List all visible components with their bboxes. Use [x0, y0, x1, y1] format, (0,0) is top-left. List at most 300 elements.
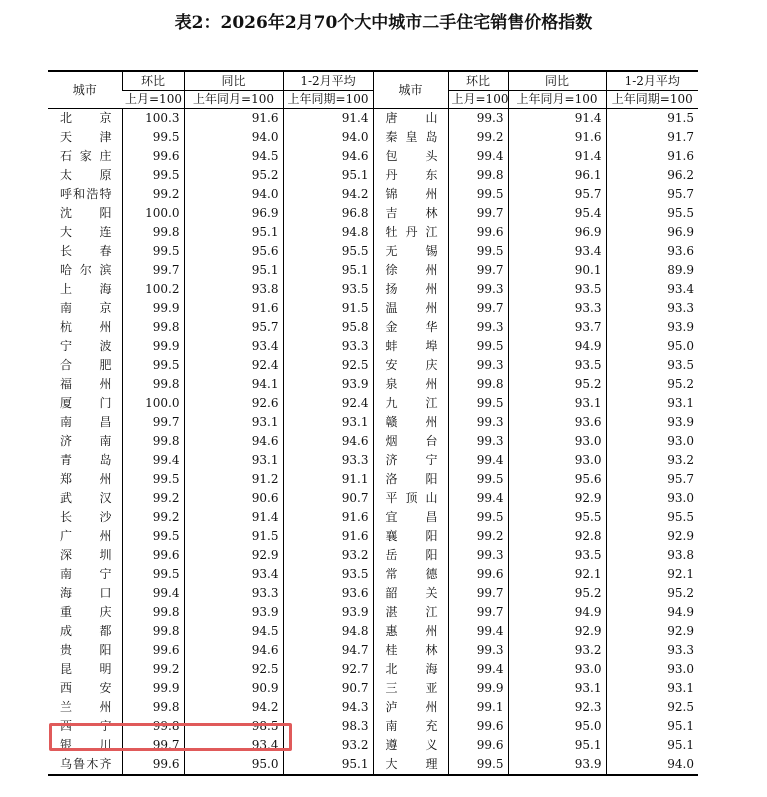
table-row [48, 660, 698, 679]
avg-left: 93.3 [283, 451, 373, 470]
city-right: 大理 [373, 755, 448, 775]
table-row [48, 565, 698, 584]
mom-left: 99.6 [122, 641, 184, 660]
city-header: 城市 [48, 71, 122, 109]
yoy-right: 92.9 [508, 622, 606, 641]
city-right: 金华 [373, 318, 448, 337]
city-left: 西安 [60, 681, 112, 695]
avg-header: 1-2月平均 [283, 71, 373, 91]
city-left: 太原 [60, 168, 112, 182]
table-row [48, 451, 698, 470]
yoy-left: 95.7 [184, 318, 283, 337]
mom-left: 99.8 [122, 223, 184, 242]
yoy-right: 96.9 [508, 223, 606, 242]
avg-right: 89.9 [606, 261, 698, 280]
avg-left: 93.9 [283, 603, 373, 622]
city-left: 海口 [60, 586, 112, 600]
yoy-right: 94.9 [508, 603, 606, 622]
table-row [48, 527, 698, 546]
mom-base-2: 上月=100 [448, 91, 508, 109]
yoy-base: 上年同月=100 [184, 91, 283, 109]
city-right: 遵义 [373, 736, 448, 755]
avg-left: 96.8 [283, 204, 373, 223]
mom-left: 99.5 [122, 166, 184, 185]
yoy-right: 95.6 [508, 470, 606, 489]
avg-right: 95.2 [606, 584, 698, 603]
city-left: 贵阳 [60, 643, 112, 657]
yoy-left: 91.4 [184, 508, 283, 527]
yoy-left: 95.2 [184, 166, 283, 185]
city-right: 无锡 [373, 242, 448, 261]
city-left: 南宁 [60, 567, 112, 581]
avg-right: 95.2 [606, 375, 698, 394]
avg-left: 94.3 [283, 698, 373, 717]
avg-left: 91.6 [283, 527, 373, 546]
table-row [48, 641, 698, 660]
avg-left: 95.5 [283, 242, 373, 261]
city-left: 北京 [60, 111, 112, 125]
yoy-right: 93.6 [508, 413, 606, 432]
mom-right: 99.3 [448, 432, 508, 451]
avg-right: 93.5 [606, 356, 698, 375]
avg-left: 95.8 [283, 318, 373, 337]
avg-right: 93.2 [606, 451, 698, 470]
avg-right: 93.3 [606, 641, 698, 660]
avg-right: 95.1 [606, 736, 698, 755]
mom-header-2: 环比 [448, 71, 508, 91]
avg-right: 93.3 [606, 299, 698, 318]
yoy-right: 95.7 [508, 185, 606, 204]
city-left: 深圳 [60, 548, 112, 562]
table-row [48, 394, 698, 413]
city-right: 烟台 [373, 432, 448, 451]
price-index-table [48, 70, 698, 776]
mom-left: 100.0 [122, 394, 184, 413]
mom-right: 99.7 [448, 584, 508, 603]
city-right: 九江 [373, 394, 448, 413]
mom-right: 99.7 [448, 261, 508, 280]
avg-right: 93.0 [606, 432, 698, 451]
mom-left: 99.8 [122, 698, 184, 717]
table-row [48, 755, 698, 775]
mom-left: 99.8 [122, 603, 184, 622]
yoy-left: 91.2 [184, 470, 283, 489]
city-right: 蚌埠 [373, 337, 448, 356]
avg-right: 93.9 [606, 318, 698, 337]
yoy-left: 92.9 [184, 546, 283, 565]
yoy-header: 同比 [184, 71, 283, 91]
yoy-right: 91.4 [508, 109, 606, 129]
avg-left: 98.3 [283, 717, 373, 736]
mom-left: 99.7 [122, 413, 184, 432]
mom-right: 99.4 [448, 660, 508, 679]
city-left: 长沙 [60, 510, 112, 524]
mom-left: 99.5 [122, 527, 184, 546]
yoy-left: 94.2 [184, 698, 283, 717]
city-right: 桂林 [373, 641, 448, 660]
yoy-header-2: 同比 [508, 71, 606, 91]
yoy-left: 93.4 [184, 736, 283, 755]
city-right: 济宁 [373, 451, 448, 470]
avg-right: 91.6 [606, 147, 698, 166]
table-row [48, 489, 698, 508]
yoy-left: 93.4 [184, 337, 283, 356]
avg-left: 94.6 [283, 432, 373, 451]
yoy-right: 92.1 [508, 565, 606, 584]
avg-left: 90.7 [283, 489, 373, 508]
city-left: 重庆 [60, 605, 112, 619]
yoy-left: 94.6 [184, 432, 283, 451]
city-left: 南京 [60, 301, 112, 315]
yoy-left: 93.4 [184, 565, 283, 584]
mom-left: 99.5 [122, 565, 184, 584]
table-row [48, 280, 698, 299]
city-right: 宜昌 [373, 508, 448, 527]
avg-left: 93.9 [283, 375, 373, 394]
table-row [48, 204, 698, 223]
table-row [48, 584, 698, 603]
avg-right: 92.1 [606, 565, 698, 584]
city-left: 昆明 [60, 662, 112, 676]
mom-left: 99.5 [122, 128, 184, 147]
city-left: 厦门 [60, 396, 112, 410]
city-left: 呼和浩特 [60, 187, 112, 201]
city-right: 韶关 [373, 584, 448, 603]
highlight-box [49, 723, 292, 751]
city-right: 湛江 [373, 603, 448, 622]
mom-left: 99.8 [122, 622, 184, 641]
city-left: 大连 [60, 225, 112, 239]
mom-base: 上月=100 [122, 91, 184, 109]
avg-left: 91.6 [283, 508, 373, 527]
avg-right: 93.4 [606, 280, 698, 299]
mom-left: 99.2 [122, 508, 184, 527]
mom-right: 99.3 [448, 109, 508, 129]
mom-left: 99.4 [122, 451, 184, 470]
city-left: 石家庄 [60, 149, 112, 163]
avg-right: 95.5 [606, 204, 698, 223]
mom-right: 99.3 [448, 641, 508, 660]
yoy-left: 95.1 [184, 223, 283, 242]
mom-left: 99.9 [122, 337, 184, 356]
mom-right: 99.8 [448, 375, 508, 394]
city-right: 北海 [373, 660, 448, 679]
city-right: 扬州 [373, 280, 448, 299]
yoy-left: 91.5 [184, 527, 283, 546]
city-right: 惠州 [373, 622, 448, 641]
yoy-right: 90.1 [508, 261, 606, 280]
table-body [48, 109, 698, 776]
avg-header-2: 1-2月平均 [606, 71, 698, 91]
city-left: 长春 [60, 244, 112, 258]
yoy-left: 94.6 [184, 641, 283, 660]
city-right: 平顶山 [373, 489, 448, 508]
avg-left: 95.1 [283, 261, 373, 280]
yoy-right: 93.1 [508, 394, 606, 413]
mom-right: 99.5 [448, 394, 508, 413]
mom-left: 99.2 [122, 660, 184, 679]
mom-right: 99.4 [448, 147, 508, 166]
mom-left: 99.5 [122, 470, 184, 489]
city-right: 三亚 [373, 679, 448, 698]
table-row [48, 508, 698, 527]
city-right: 吉林 [373, 204, 448, 223]
yoy-left: 94.1 [184, 375, 283, 394]
yoy-right: 95.2 [508, 584, 606, 603]
table-row [48, 337, 698, 356]
avg-right: 92.5 [606, 698, 698, 717]
city-left: 青岛 [60, 453, 112, 467]
avg-right: 96.2 [606, 166, 698, 185]
table-row [48, 318, 698, 337]
yoy-right: 95.1 [508, 736, 606, 755]
avg-left: 94.7 [283, 641, 373, 660]
mom-right: 99.3 [448, 356, 508, 375]
avg-left: 95.1 [283, 166, 373, 185]
avg-right: 94.0 [606, 755, 698, 775]
table-row [48, 698, 698, 717]
mom-left: 99.7 [122, 261, 184, 280]
city-left: 武汉 [60, 491, 112, 505]
mom-right: 99.7 [448, 299, 508, 318]
avg-right: 93.8 [606, 546, 698, 565]
yoy-right: 95.5 [508, 508, 606, 527]
city-right: 岳阳 [373, 546, 448, 565]
mom-left: 99.8 [122, 432, 184, 451]
avg-right: 93.1 [606, 679, 698, 698]
mom-left: 99.4 [122, 584, 184, 603]
avg-right: 95.5 [606, 508, 698, 527]
city-left: 上海 [60, 282, 112, 296]
yoy-right: 93.0 [508, 660, 606, 679]
yoy-left: 96.9 [184, 204, 283, 223]
mom-right: 99.1 [448, 698, 508, 717]
yoy-right: 93.1 [508, 679, 606, 698]
mom-right: 99.5 [448, 470, 508, 489]
mom-left: 100.3 [122, 109, 184, 129]
yoy-right: 93.0 [508, 432, 606, 451]
table-row [48, 432, 698, 451]
yoy-left: 92.5 [184, 660, 283, 679]
mom-left: 99.6 [122, 147, 184, 166]
avg-left: 94.2 [283, 185, 373, 204]
city-left: 广州 [60, 529, 112, 543]
city-right: 牡丹江 [373, 223, 448, 242]
yoy-right: 95.0 [508, 717, 606, 736]
mom-right: 99.3 [448, 413, 508, 432]
mom-left: 99.8 [122, 375, 184, 394]
mom-left: 99.7 [122, 736, 184, 755]
table-row [48, 147, 698, 166]
city-left: 合肥 [60, 358, 112, 372]
avg-right: 93.1 [606, 394, 698, 413]
mom-right: 99.4 [448, 451, 508, 470]
avg-left: 93.5 [283, 280, 373, 299]
yoy-right: 93.2 [508, 641, 606, 660]
yoy-left: 92.4 [184, 356, 283, 375]
yoy-right: 92.3 [508, 698, 606, 717]
city-right: 包头 [373, 147, 448, 166]
mom-left: 100.2 [122, 280, 184, 299]
avg-left: 91.4 [283, 109, 373, 129]
city-right: 洛阳 [373, 470, 448, 489]
yoy-right: 92.9 [508, 489, 606, 508]
city-right: 唐山 [373, 109, 448, 129]
city-left: 西宁 [60, 719, 112, 733]
avg-left: 93.1 [283, 413, 373, 432]
avg-right: 95.0 [606, 337, 698, 356]
mom-right: 99.6 [448, 223, 508, 242]
yoy-left: 95.6 [184, 242, 283, 261]
mom-right: 99.4 [448, 622, 508, 641]
city-left: 郑州 [60, 472, 112, 486]
city-right: 襄阳 [373, 527, 448, 546]
mom-right: 99.5 [448, 185, 508, 204]
mom-right: 99.5 [448, 508, 508, 527]
avg-left: 92.5 [283, 356, 373, 375]
mom-right: 99.7 [448, 204, 508, 223]
avg-right: 95.1 [606, 717, 698, 736]
yoy-right: 93.5 [508, 546, 606, 565]
yoy-right: 96.1 [508, 166, 606, 185]
page-title: 表2：2026年2月70个大中城市二手住宅销售价格指数 [174, 13, 593, 33]
mom-left: 99.9 [122, 679, 184, 698]
mom-left: 99.9 [122, 299, 184, 318]
mom-right: 99.8 [448, 166, 508, 185]
city-right: 赣州 [373, 413, 448, 432]
yoy-left: 91.6 [184, 109, 283, 129]
avg-left: 93.6 [283, 584, 373, 603]
mom-right: 99.3 [448, 318, 508, 337]
yoy-right: 95.2 [508, 375, 606, 394]
avg-right: 94.9 [606, 603, 698, 622]
table-row [48, 470, 698, 489]
yoy-right: 93.7 [508, 318, 606, 337]
mom-right: 99.3 [448, 280, 508, 299]
yoy-left: 93.8 [184, 280, 283, 299]
mom-right: 99.5 [448, 337, 508, 356]
avg-base: 上年同期=100 [283, 91, 373, 109]
city-right: 安庆 [373, 356, 448, 375]
table-row [48, 375, 698, 394]
city-left: 南昌 [60, 415, 112, 429]
yoy-right: 93.3 [508, 299, 606, 318]
avg-left: 92.4 [283, 394, 373, 413]
yoy-right: 92.8 [508, 527, 606, 546]
city-left: 福州 [60, 377, 112, 391]
table-row [48, 603, 698, 622]
avg-right: 93.9 [606, 413, 698, 432]
mom-left: 99.6 [122, 546, 184, 565]
avg-right: 91.7 [606, 128, 698, 147]
mom-right: 99.6 [448, 736, 508, 755]
mom-left: 99.2 [122, 489, 184, 508]
table-row [48, 679, 698, 698]
mom-right: 99.2 [448, 527, 508, 546]
table-row [48, 356, 698, 375]
table-row [48, 261, 698, 280]
table-row [48, 128, 698, 147]
avg-left: 90.7 [283, 679, 373, 698]
mom-right: 99.7 [448, 603, 508, 622]
table-row [48, 223, 698, 242]
table-row [48, 242, 698, 261]
mom-right: 99.6 [448, 717, 508, 736]
mom-right: 99.5 [448, 242, 508, 261]
mom-right: 99.4 [448, 489, 508, 508]
avg-base-2: 上年同期=100 [606, 91, 698, 109]
avg-left: 94.0 [283, 128, 373, 147]
city-right: 泉州 [373, 375, 448, 394]
avg-left: 91.5 [283, 299, 373, 318]
mom-right: 99.9 [448, 679, 508, 698]
avg-left: 93.2 [283, 546, 373, 565]
mom-left: 99.6 [122, 755, 184, 775]
yoy-right: 93.5 [508, 280, 606, 299]
yoy-left: 94.5 [184, 147, 283, 166]
mom-right: 99.2 [448, 128, 508, 147]
avg-left: 93.5 [283, 565, 373, 584]
avg-left: 94.6 [283, 147, 373, 166]
mom-left: 99.8 [122, 318, 184, 337]
avg-right: 93.0 [606, 489, 698, 508]
city-right: 泸州 [373, 698, 448, 717]
avg-left: 94.8 [283, 622, 373, 641]
avg-left: 93.2 [283, 736, 373, 755]
yoy-left: 93.9 [184, 603, 283, 622]
mom-right: 99.6 [448, 565, 508, 584]
yoy-left: 95.1 [184, 261, 283, 280]
table-row [48, 109, 698, 129]
yoy-left: 90.9 [184, 679, 283, 698]
mom-left: 100.0 [122, 204, 184, 223]
table-row [48, 166, 698, 185]
mom-left: 99.8 [122, 717, 184, 736]
avg-right: 95.7 [606, 470, 698, 489]
city-left: 乌鲁木齐 [48, 755, 122, 775]
yoy-right: 93.4 [508, 242, 606, 261]
city-left: 沈阳 [60, 206, 112, 220]
yoy-left: 91.6 [184, 299, 283, 318]
city-right: 丹东 [373, 166, 448, 185]
yoy-left: 94.5 [184, 622, 283, 641]
city-left: 成都 [60, 624, 112, 638]
city-left: 天津 [60, 130, 112, 144]
yoy-left: 95.0 [184, 755, 283, 775]
city-header-2: 城市 [373, 71, 448, 109]
avg-right: 96.9 [606, 223, 698, 242]
avg-right: 93.0 [606, 660, 698, 679]
yoy-base-2: 上年同月=100 [508, 91, 606, 109]
yoy-right: 91.6 [508, 128, 606, 147]
city-right: 徐州 [373, 261, 448, 280]
city-right: 锦州 [373, 185, 448, 204]
city-right: 秦皇岛 [373, 128, 448, 147]
avg-right: 92.9 [606, 622, 698, 641]
yoy-left: 98.5 [184, 717, 283, 736]
yoy-right: 93.9 [508, 755, 606, 775]
city-right: 常德 [373, 565, 448, 584]
city-left: 兰州 [60, 700, 112, 714]
yoy-left: 90.6 [184, 489, 283, 508]
yoy-left: 94.0 [184, 185, 283, 204]
mom-header: 环比 [122, 71, 184, 91]
mom-left: 99.5 [122, 242, 184, 261]
avg-left: 92.7 [283, 660, 373, 679]
avg-left: 94.8 [283, 223, 373, 242]
yoy-left: 94.0 [184, 128, 283, 147]
yoy-right: 94.9 [508, 337, 606, 356]
